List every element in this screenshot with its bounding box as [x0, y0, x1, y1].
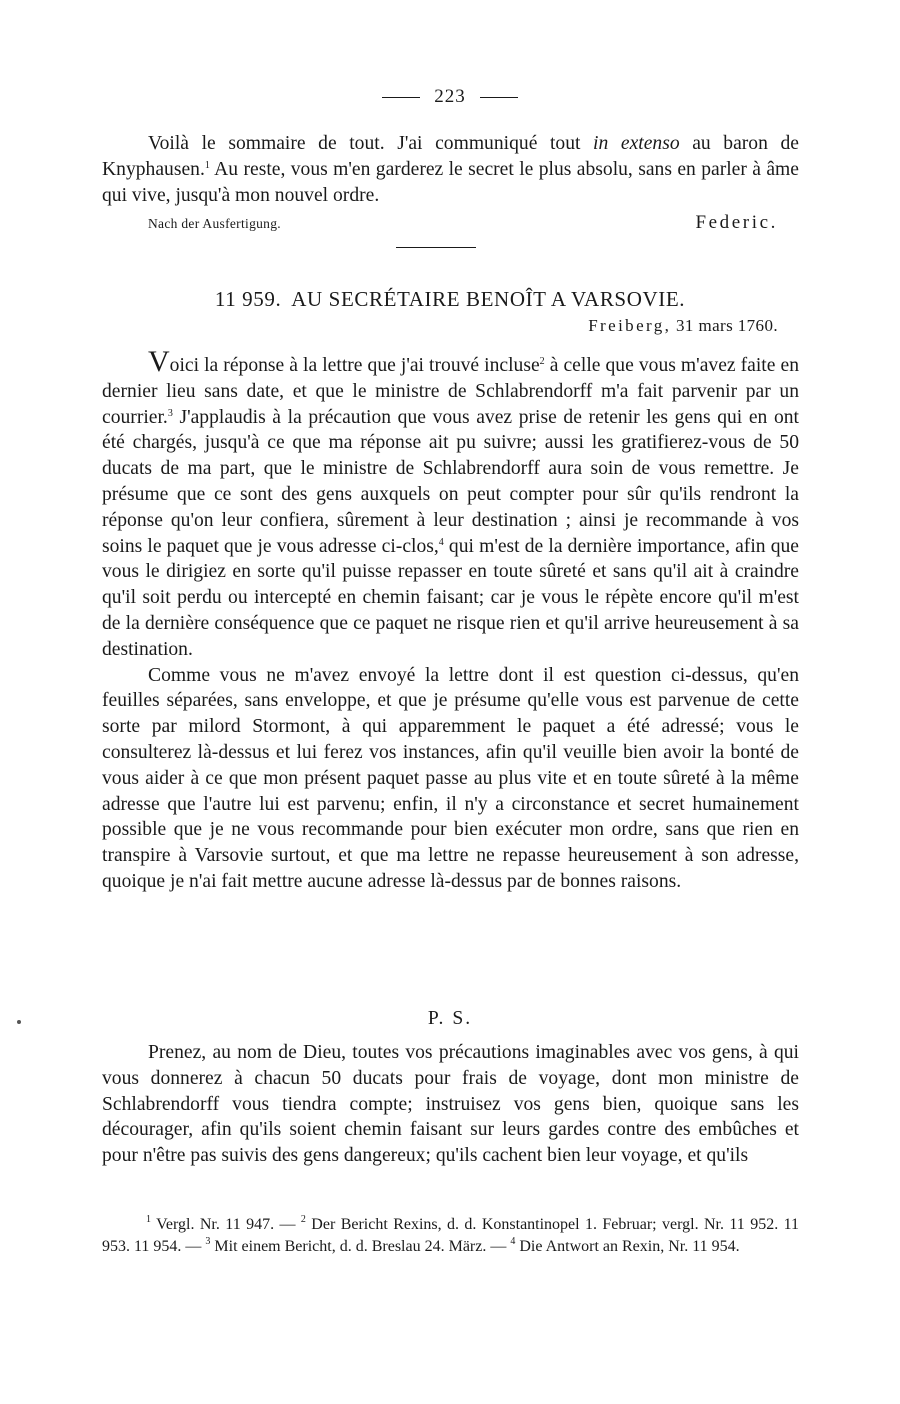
source-row: [148, 212, 778, 234]
footnote-3: Mit einem Bericht, d. d. Breslau 24. März. —: [210, 1238, 511, 1255]
footnote-2: Der Bericht Rexins, d. d. Konstantinopel 1. Februar; vergl. Nr. 11 952. 11 953. 11 954. —: [102, 1216, 800, 1255]
source-note: Nach der Ausfertigung.: [148, 216, 281, 231]
footnote-4: Die Antwort an Rexin, Nr. 11 954.: [515, 1238, 740, 1255]
footnote-1-marker: 1: [146, 1214, 151, 1225]
footnote-1: Vergl. Nr. 11 947. —: [151, 1216, 301, 1233]
letter-heading: [0, 287, 900, 312]
footnotes: [102, 1214, 799, 1258]
footnote-marker-4: 4: [438, 536, 444, 548]
intro-paragraph: [102, 131, 799, 208]
letter-number: 11 959.: [214, 287, 282, 311]
page-number-line: [0, 86, 900, 108]
footnote-marker-1: 1: [204, 159, 210, 171]
para1-text-c: J'applaudis à la précaution que vous avez prise de retenir les gens qui en ont été chargés, jusqu'à ce que ma réponse ait pu suivre; aussi les gratifierez-vous de 50 ducats de ma part, que le ministre de Schlabrendorff aura soin de vous remettre. Je présume que ce sont des gens auxquels on peut compter pour sûr qu'ils rendront la réponse qu'on leur confiera, sûrement à leur destination ; ainsi je recommande à vos soins le paquet que je vous adresse ci-clos,: [102, 406, 799, 557]
para1-text-b: à celle que vous m'avez faite en dernier lieu sans date, et que le ministre de Schlabrendorff m'a fait parvenir par un courrier.: [102, 355, 799, 428]
ps-heading: P. S.: [427, 1008, 473, 1029]
intro-italic: in extenso: [593, 133, 680, 154]
paragraph-2: Comme vous ne m'avez envoyé la lettre dont il est question ci-dessus, qu'en feuilles séparées, sans enveloppe, et que je présume qu'elle vous est parvenue de cette sorte par milord Stormont, à qui apparemment le paquet a été adressé; vous le consulterez là-dessus et lui ferez vos instances, afin qu'il veuille bien avoir la bonté de vous aider à ce que mon présent paquet passe au plus vite et en toute sûreté à la même adresse que l'autre lui est parvenu; enfin, il n'y a circonstance et secret humainement possible que je ne vous recommande pour bien exécuter mon ordre, sans que rien en transpire à Varsovie surtout, et que ma lettre ne repasse heureusement à son adresse, quoique je n'ai fait mettre aucune adresse là-dessus par de bonnes raisons.: [102, 664, 799, 892]
left-rule: [382, 97, 420, 98]
para1-text-d: qui m'est de la dernière importance, afin que vous le dirigiez en sorte qu'il puisse repasser en toute sûreté et sans qu'il ait à craindre qu'il soit perdu ou intercepté en chemin faisant; car je vous le répète encore qu'il m'est de la dernière conséquence que ce paquet ne risque rien et qu'il arrive heureusement à sa destination.: [102, 535, 799, 660]
signature: Federic.: [695, 212, 778, 233]
footnote-3-marker: 3: [205, 1236, 211, 1247]
footnote-4-marker: 4: [510, 1236, 516, 1247]
ps-body: [102, 1040, 799, 1169]
ps-paragraph: Prenez, au nom de Dieu, toutes vos précautions imaginables avec vos gens, à qui vous donnerez à chacun 50 ducats pour frais de voyage, dont mon ministre de Schlabrendorff vous tiendra compte; instruisez vos gens bien, quoique sans les décourager, afin qu'ils soient chemin faisant sur leurs gardes contre des embûches et pour n'être pas suivis des gens dangereux; qu'ils cachent bien leur voyage, et qu'ils: [102, 1042, 799, 1167]
footnote-marker-3: 3: [167, 407, 173, 419]
paragraph-1: [102, 345, 799, 663]
footnote-2-marker: 2: [300, 1214, 306, 1225]
intro-text-3: Au reste, vous m'en garderez le secret le plus absolu, sans en parler à âme qui vive, jusqu'à mon nouvel ordre.: [102, 158, 799, 206]
dateline-date: 31 mars 1760.: [676, 316, 778, 335]
letter-body: [102, 345, 799, 895]
page-number: 223: [434, 86, 466, 107]
para1-text-a: Voici la réponse à la lettre que j'ai trouvé incluse: [148, 345, 540, 378]
footnote-marker-2: 2: [539, 356, 545, 367]
intro-text-1: Voilà le sommaire de tout. J'ai communiqué tout: [148, 133, 594, 154]
intro-text-2: au baron de Knyphausen.: [102, 133, 799, 180]
right-rule: [480, 97, 518, 98]
dateline-place: Freiberg,: [588, 316, 672, 335]
section-separator: [396, 247, 476, 248]
letter-title: AU SECRÉTAIRE BENOÎT A VARSOVIE.: [291, 287, 686, 311]
dateline: [588, 316, 778, 336]
